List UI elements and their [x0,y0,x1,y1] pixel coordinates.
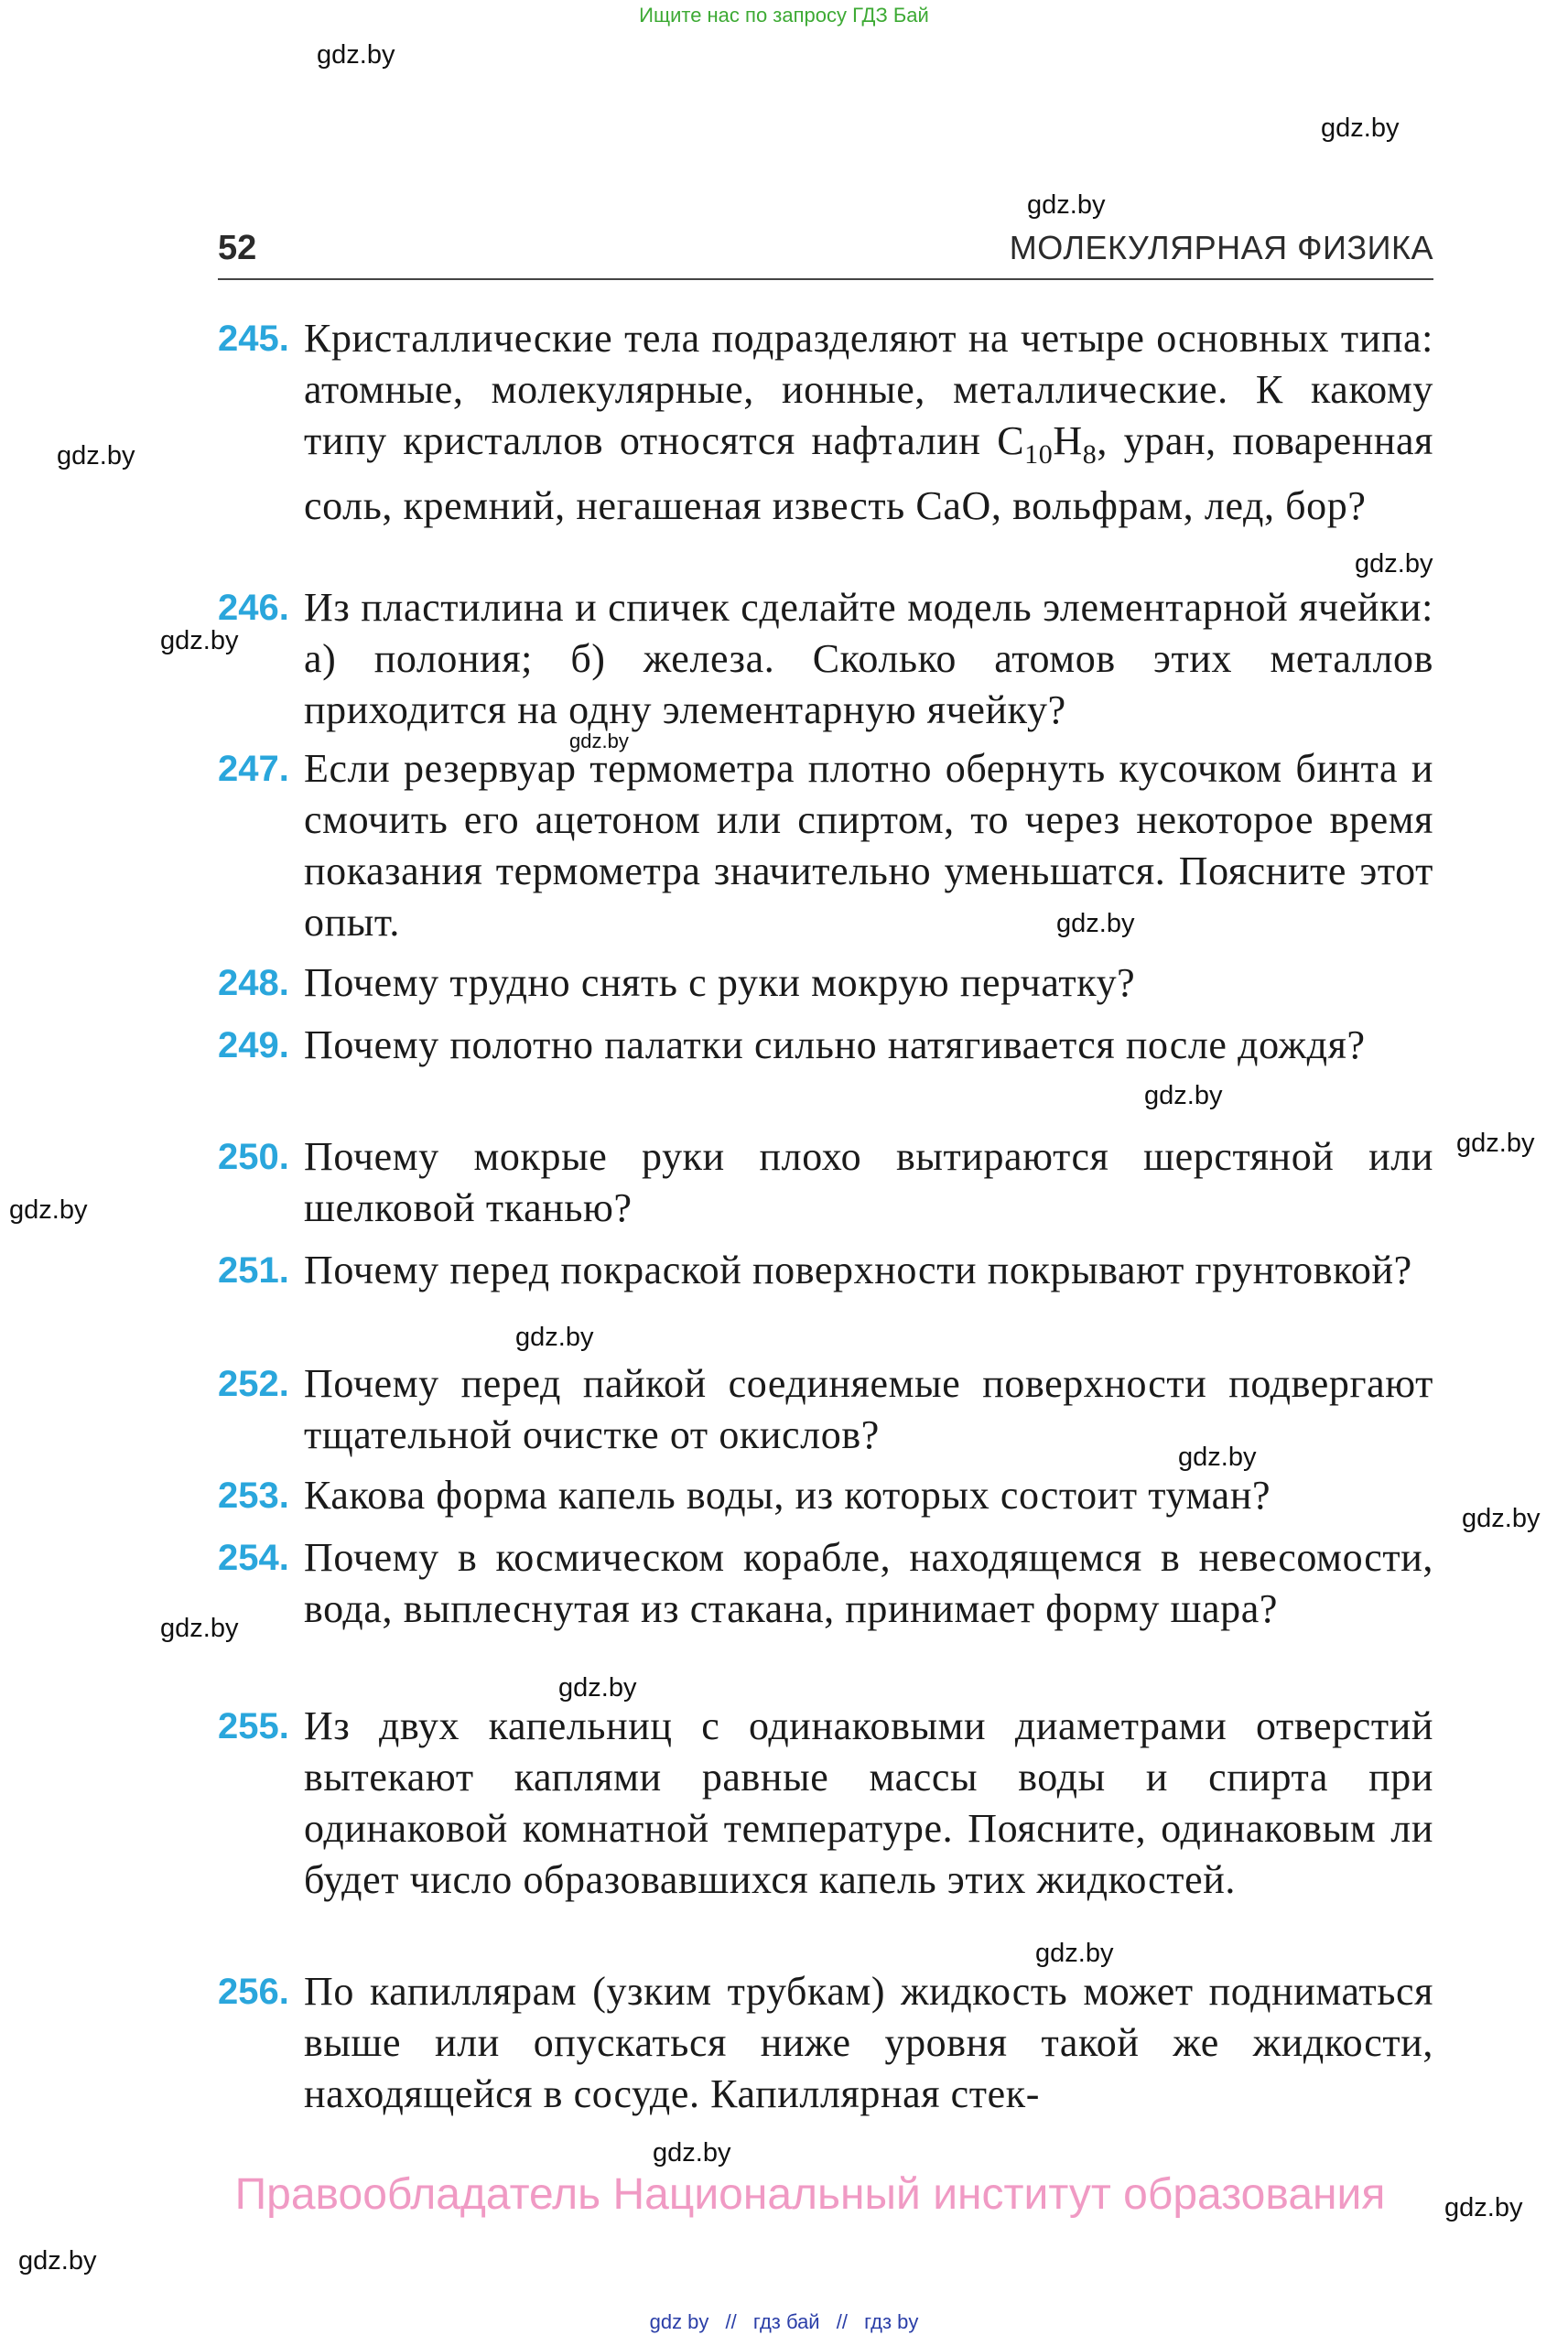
problem-text: Какова форма капель воды, из которых состоит туман? [304,1473,1271,1518]
top-banner[interactable]: Ищите нас по запросу ГДЗ Бай [639,4,929,27]
problem-248 [218,957,1433,1009]
problem-text: Из пластилина и спичек сделайте модель элементарной ячейки: а) полония; б) железа. Сколько атомов этих металлов приходится на одну элементарную ячейку? [304,585,1433,732]
footer-links [0,2310,1568,2334]
watermark: gdz.by [1456,1129,1535,1158]
watermark: gdz.by [9,1195,88,1225]
watermark: gdz.by [1462,1504,1541,1533]
watermark: gdz.by [558,1673,637,1703]
problem-number: 253. [218,1476,289,1516]
problem-number: 256. [218,1972,289,2012]
problem-number: 249. [218,1025,289,1065]
footer-link-gdz-by[interactable]: gdz by [649,2310,709,2333]
problem-text: Кристаллические тела подразделяют на четыре основных типа: атомные, молекулярные, ионные, металлические. К какому типу кристаллов относятся нафталин $C_{10}H_8$, уран, поваренная соль, кремний, негашеная известь CaO, вольфрам, лед, бор? [304,316,1433,528]
problem-251 [218,1245,1433,1296]
watermark: gdz.by [1444,2193,1523,2222]
problem-number: 245. [218,319,289,359]
problem-text: По капиллярам (узким трубкам) жидкость может подниматься выше или опускаться ниже уровня такой же жидкости, находящейся в сосуде. Капиллярная стек- [304,1969,1433,2116]
problem-text: Почему перед пайкой соединяемые поверхности подвергают тщательной очистке от окислов? [304,1361,1433,1457]
watermark: gdz.by [18,2246,97,2276]
watermark: gdz.by [515,1323,594,1352]
problem-text: Почему трудно снять с руки мокрую перчатку? [304,960,1136,1005]
watermark: gdz.by [653,2138,731,2168]
watermark: gdz.by [160,626,239,655]
watermark: gdz.by [1035,1939,1114,1968]
problem-text: Если резервуар термометра плотно обернуть кусочком бинта и смочить его ацетоном или спиртом, то через некоторое время показания термометра значительно уменьшатся. Поясните этот опыт. [304,746,1433,945]
watermark: gdz.by [1027,190,1106,220]
problem-249 [218,1020,1433,1071]
watermark: gdz.by [1321,114,1400,143]
watermark: gdz.by [1144,1081,1223,1110]
problem-252 [218,1358,1433,1461]
problem-number: 246. [218,588,289,628]
footer-separator: // [836,2310,848,2333]
section-title: МОЛЕКУЛЯРНАЯ ФИЗИКА [1009,229,1433,266]
problem-245 [218,313,1433,532]
problem-text: Из двух капельниц с одинаковыми диаметрами отверстий вытекают каплями равные массы воды и спирта при одинаковой комнатной температуре. Поясните, одинаковым ли будет число образовавшихся капель этих жидкостей. [304,1703,1433,1902]
watermark: gdz.by [1056,909,1135,938]
problem-254 [218,1532,1433,1635]
footer-link-gdz-by-alt[interactable]: гдз by [864,2310,919,2333]
problem-number: 252. [218,1364,289,1404]
problem-247 [218,743,1433,948]
problem-250 [218,1131,1433,1234]
problem-number: 250. [218,1137,289,1177]
watermark: gdz.by [57,441,135,470]
problem-255 [218,1701,1433,1906]
problem-text: Почему мокрые руки плохо вытираются шерстяной или шелковой тканью? [304,1134,1433,1230]
footer-link-gdz-bai[interactable]: гдз бай [752,2310,820,2333]
problem-number: 247. [218,749,289,789]
watermark: gdz.by [160,1614,239,1643]
problem-text: Почему перед покраской поверхности покрывают грунтовкой? [304,1248,1412,1292]
problem-number: 248. [218,963,289,1003]
footer-separator: // [725,2310,737,2333]
watermark: gdz.by [1355,549,1433,578]
copyright-notice: Правообладатель Национальный институт образования [234,2170,1386,2219]
problem-number: 254. [218,1538,289,1578]
problem-text: Почему в космическом корабле, находящемся в невесомости, вода, выплеснутая из стакана, принимает форму шара? [304,1535,1433,1631]
problem-253 [218,1470,1433,1521]
header-divider [218,278,1433,280]
problem-256 [218,1966,1433,2120]
problem-number: 251. [218,1250,289,1291]
watermark: gdz.by [569,730,629,752]
problem-text: Почему полотно палатки сильно натягивается после дождя? [304,1022,1366,1067]
watermark: gdz.by [317,40,395,70]
problem-number: 255. [218,1706,289,1746]
problem-246 [218,582,1433,736]
page-number: 52 [218,229,257,267]
watermark: gdz.by [1178,1443,1257,1472]
